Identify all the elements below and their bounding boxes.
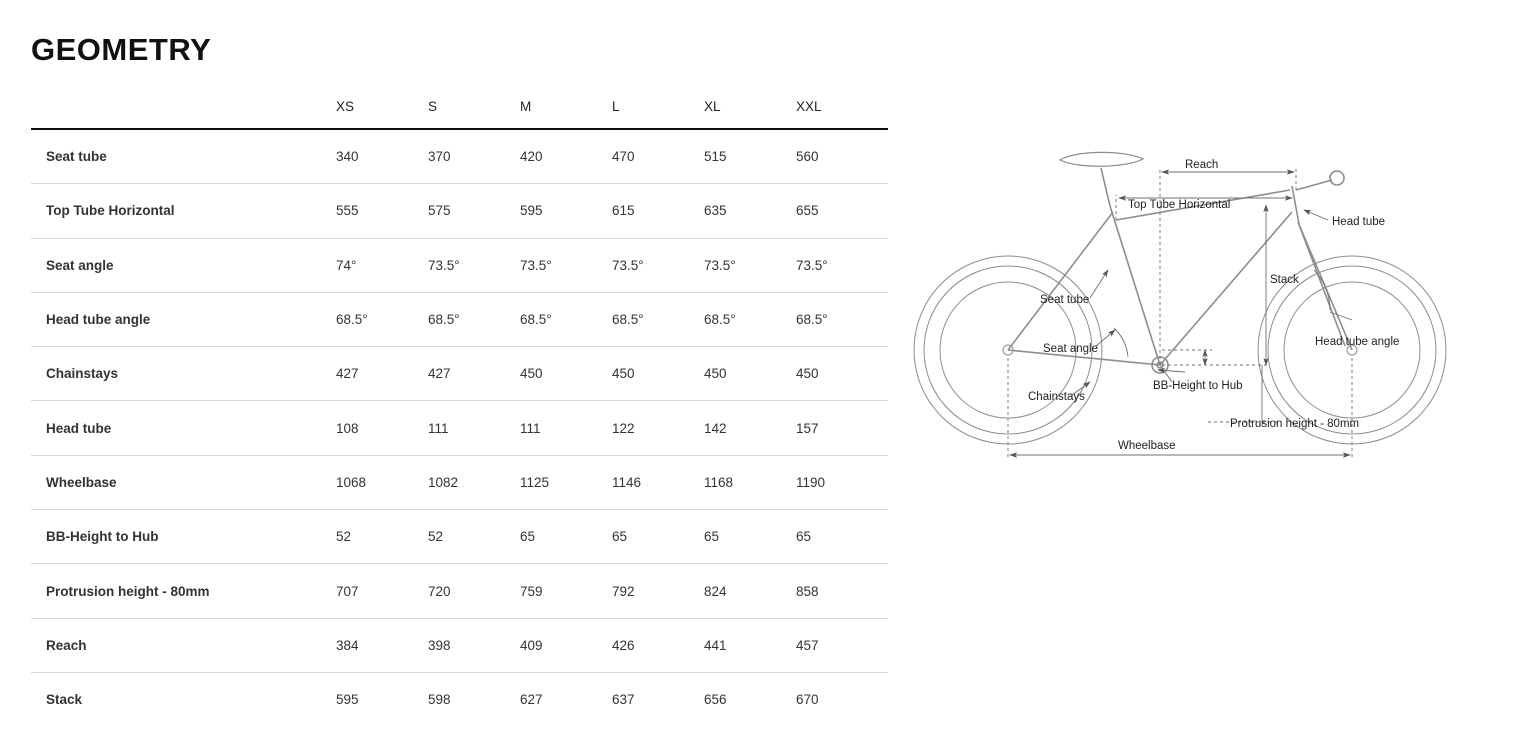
table-row [31,129,888,184]
cell: 637 [612,692,635,708]
table-row [31,510,888,564]
cell: 655 [796,184,888,238]
cell: 384 [336,618,428,672]
row-label: Head tube [31,401,336,455]
label-seat-angle: Seat angle [1043,343,1098,355]
cell: 1146 [612,455,704,509]
label-seat-tube: Seat tube [1040,294,1090,306]
cell: 1068 [336,455,428,509]
cell: 595 [336,692,359,708]
saddle [1060,152,1143,166]
head-tube-angle-arc [1314,270,1330,310]
bb-height-leader [1158,370,1185,372]
cell: 858 [796,564,888,618]
table-row [31,401,888,455]
cell: 555 [336,184,428,238]
cell: 707 [336,564,428,618]
cell: 108 [336,401,428,455]
cell: 122 [612,401,704,455]
cell: 656 [704,692,727,708]
cell: 68.5° [796,292,888,346]
cell: 157 [796,401,888,455]
column-header-xl: XL [704,85,796,129]
fork-inner [1298,222,1345,346]
cell: 68.5° [704,292,796,346]
cell: 457 [796,618,888,672]
label-chainstays: Chainstays [1028,391,1085,403]
cell: 52 [336,510,428,564]
cell: 792 [612,564,704,618]
table-header-row [31,85,888,129]
cell: 65 [796,510,888,564]
bike-geometry-diagram [900,150,1520,550]
cell: 65 [612,510,704,564]
cell: 670 [796,692,819,708]
label-head-tube: Head tube [1332,216,1386,228]
cell: 720 [428,564,520,618]
seat-tube [1110,206,1160,365]
cell: 398 [428,618,520,672]
cell: 615 [612,184,704,238]
stem [1296,180,1332,190]
cell: 427 [428,347,520,401]
label-wheelbase: Wheelbase [1118,440,1176,452]
row-label: Seat tube [31,129,336,184]
cell: 73.5° [612,238,704,292]
cell: 1082 [428,455,520,509]
cell: 74° [336,238,428,292]
column-header-xs: XS [336,85,428,129]
diagram-labels [1028,159,1399,452]
cell: 450 [796,347,888,401]
cell: 142 [704,401,796,455]
cell: 627 [520,692,543,708]
cell: 1168 [704,455,796,509]
cell: 68.5° [428,292,520,346]
seat-angle-leader [1096,330,1115,346]
cell: 759 [520,564,612,618]
row-label: Seat angle [31,238,336,292]
geometry-table-container [31,85,880,726]
cell: 340 [336,129,428,184]
cell: 470 [612,129,704,184]
cell: 73.5° [796,238,888,292]
row-label: Stack [46,692,83,708]
cell: 370 [428,129,520,184]
cell: 68.5° [520,292,612,346]
head-tube [1292,186,1299,224]
table-row [31,347,888,401]
table-header [31,85,888,129]
cell: 595 [520,184,612,238]
cell: 1190 [796,455,888,509]
cell: 1125 [520,455,612,509]
label-top-tube-horizontal: Top Tube Horizontal [1128,199,1231,211]
cell: 450 [704,347,796,401]
seat-angle-arc [1114,328,1128,357]
seatstay-tube [1008,212,1113,350]
row-label: Top Tube Horizontal [31,184,336,238]
label-protrusion-height: Protrusion height - 80mm [1230,418,1360,430]
table-row [31,184,888,238]
cell: 409 [520,618,612,672]
label-reach: Reach [1185,159,1219,171]
table-row [31,618,888,672]
cell: 441 [704,618,796,672]
cell: 73.5° [704,238,796,292]
label-bb-height-to-hub: BB-Height to Hub [1153,380,1243,392]
column-header-xxl: XXL [796,85,888,129]
seat-tube-leader [1090,270,1108,298]
geometry-table [31,85,888,726]
cell: 65 [520,510,612,564]
table-row [31,292,888,346]
cell: 426 [612,618,704,672]
cell: 427 [336,347,428,401]
table-body [31,129,888,726]
row-label: BB-Height to Hub [31,510,336,564]
cell: 111 [520,401,612,455]
cell: 68.5° [612,292,704,346]
cell: 111 [428,401,520,455]
cell: 73.5° [520,238,612,292]
head-tube-leader [1304,210,1328,220]
table-row [31,564,888,618]
cell: 560 [796,129,888,184]
row-label: Head tube angle [31,292,336,346]
cell: 450 [520,347,612,401]
row-label: Protrusion height - 80mm [31,564,336,618]
down-tube [1160,212,1292,365]
cell: 515 [704,129,796,184]
handlebar-grip [1330,171,1344,185]
column-header-l: L [612,85,704,129]
cell: 420 [520,129,612,184]
cell: 68.5° [336,292,428,346]
cell: 635 [704,184,796,238]
label-head-tube-angle: Head tube angle [1315,336,1400,348]
cell: 824 [704,564,796,618]
seatpost [1101,168,1110,206]
row-label: Wheelbase [31,455,336,509]
label-stack: Stack [1270,274,1299,286]
row-label: Reach [31,618,336,672]
cell: 52 [428,510,520,564]
column-header-s: S [428,85,520,129]
table-row [31,455,888,509]
cell: 450 [612,347,704,401]
page-title: GEOMETRY [31,32,212,67]
table-row [31,238,888,292]
cell: 598 [428,692,451,708]
cell: 73.5° [428,238,520,292]
column-header-measure [31,85,336,129]
cell: 65 [704,510,796,564]
table-row [31,672,888,726]
row-label: Chainstays [31,347,336,401]
column-header-m: M [520,85,612,129]
cell: 575 [428,184,520,238]
